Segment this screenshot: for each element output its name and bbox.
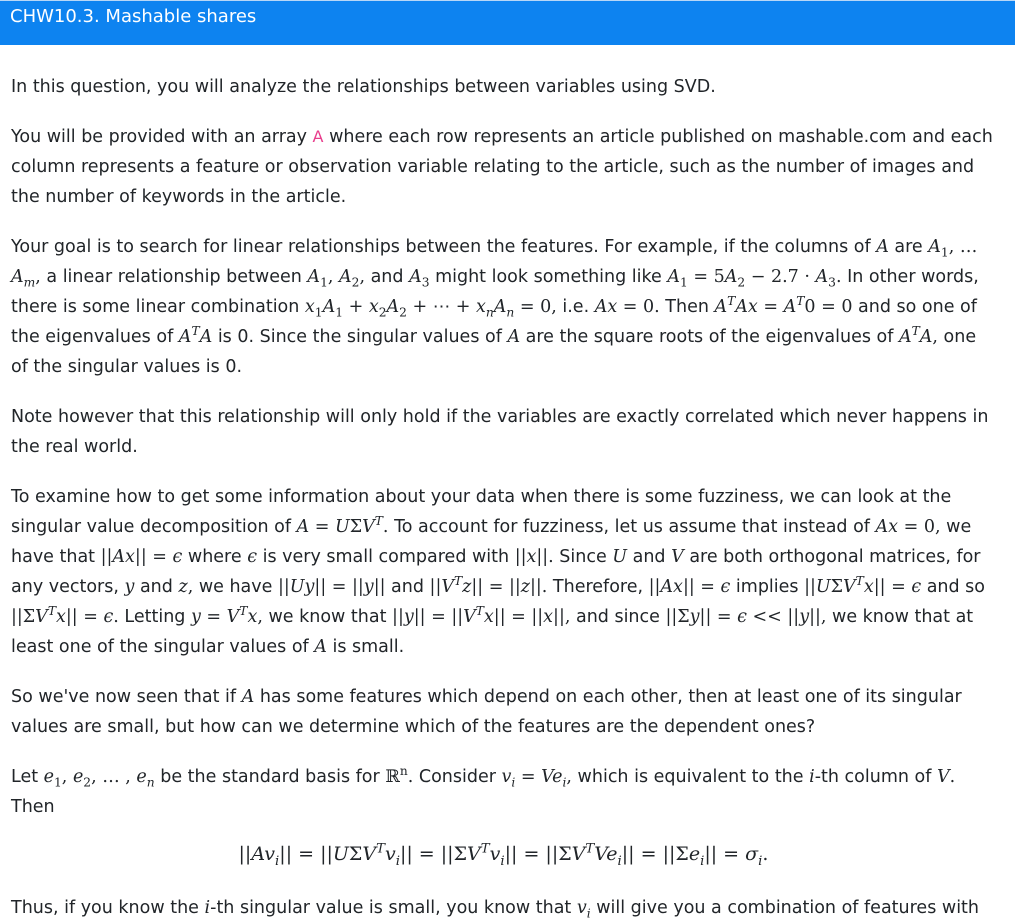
basis-paragraph: Let $e_1$, $e_2$, … , $e_n$ be the standard basis for ℝ$^n$. Consider $v_i = Ve_i$, which is equivalent to the i-th column of V. Then <box>11 764 956 817</box>
fuzziness-paragraph: To examine how to get some information about your data when there is some fuzziness, we can look at the singular value decomposition of $A = U\Sigma V^T$. To account for fuzziness, let us assume that instead of Ax = 0, we have that ||Ax|| = ϵ where ϵ is very small compared with ||x||. Since U and V are both orthogonal matrices, for any vectors, y and z, we have ||Uy|| = ||y|| and $||V^Tz|| = ||z||$. Therefore, ||Ax|| = ϵ implies $||U\Sigma V^Tx|| = \epsilon$ and so $||\Sigma V^Tx|| = \epsilon$. Letting $y = V^Tx$, we know that $||y|| = ||V^Tx|| = ||x||$, and since ||Σy|| = ϵ << ||y||, we know that at least one of the singular values of A is small. <box>11 487 985 657</box>
page-header <box>0 0 1015 45</box>
page-title: CHW10.3. Mashable shares <box>10 6 257 27</box>
intro-paragraph: In this question, you will analyze the relationships between variables using SVD. <box>11 77 716 97</box>
note-paragraph: Note however that this relationship will only hold if the variables are exactly correlated which never happens in the real world. <box>11 407 989 457</box>
array-name-code: A <box>312 127 324 146</box>
norm-equation: $||Av_i|| = ||U\Sigma V^Tv_i|| = ||\Sigma V^Tv_i|| = ||\Sigma V^TVe_i|| = ||\Sigma e_i|| = \sigma_i$. <box>238 841 769 869</box>
array-description-paragraph: You will be provided with an array A where each row represents an article published on mashable.com and each column represents a feature or observation variable relating to the article, such as the number of images and the number of keywords in the article. <box>11 127 993 207</box>
dependence-question-paragraph: So we've now seen that if A has some features which depend on each other, then at least one of its singular values are small, but how can we determine which of the features are the dependent ones? <box>11 687 962 737</box>
conclusion-paragraph: Thus, if you know the i-th singular value is small, you know that $v_i$ will give you a combination of features with <box>11 898 980 921</box>
goal-paragraph: Your goal is to search for linear relationships between the features. For example, if the columns of A are $A_1$, … $A_m$, a linear relationship between $A_1$, $A_2$, and $A_3$ might look something like $A_1 = 5A_2 - 2.7 \cdot A_3$. In other words, there is some linear combination $x_1A_1 + x_2A_2$ + ⋯ + $x_nA_n = 0$, i.e. Ax = 0. Then $A^TAx = A^T0 = 0$ and so one of the eigenvalues of $A^TA$ is 0. Since the singular values of A are the square roots of the eigenvalues of $A^TA$, one of the singular values is 0. <box>11 237 979 377</box>
